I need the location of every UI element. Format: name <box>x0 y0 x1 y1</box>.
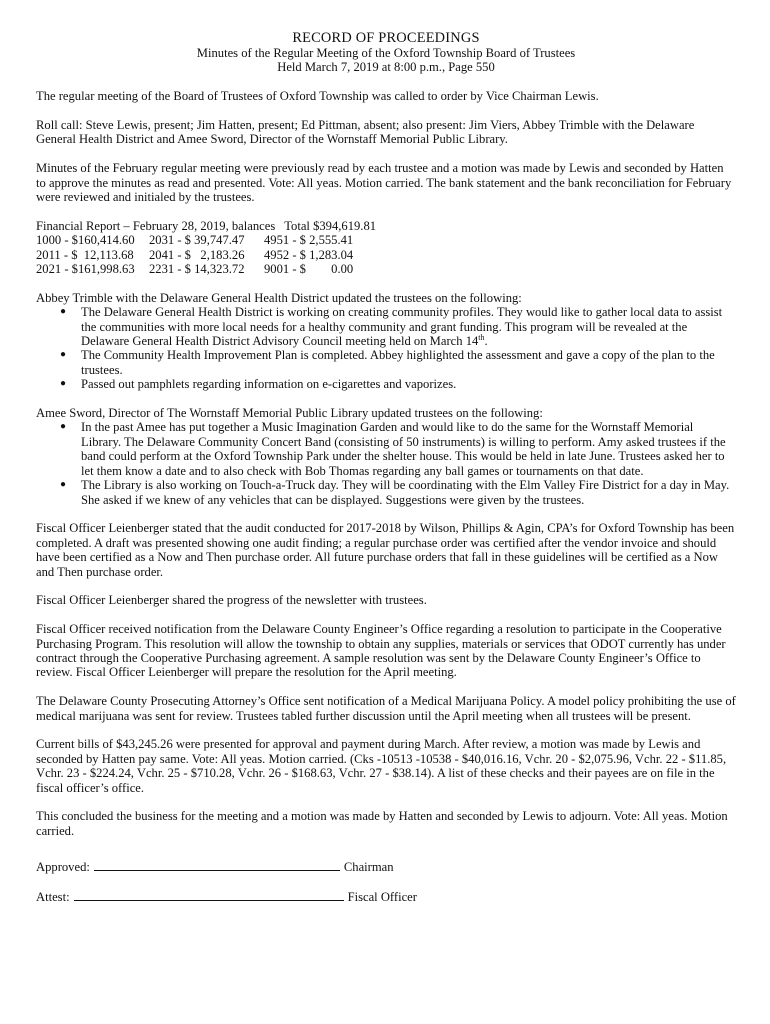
document-page <box>36 30 736 919</box>
bullet-icon: ● <box>60 479 67 491</box>
roll-call-paragraph: Roll call: Steve Lewis, present; Jim Hatten, present; Ed Pittman, absent; also present: Jim Viers, Abbey Trimble with the Delaware General Health District and Amee Sword, Director of the Wornstaff Memorial Public Library. <box>36 118 695 147</box>
health-district-intro: Abbey Trimble with the Delaware General Health District updated the trustees on the following: <box>36 290 522 305</box>
list-item-text: The Delaware General Health District is working on creating community profiles. They would like to gather local data to assist the communities with more local needs for a healthy community and grant funding. This program will be revealed at the Delaware General Health District Advisory Council meeting held on March 14 <box>81 305 723 349</box>
document-meeting-date: Held March 7, 2019 at 8:00 p.m., Page 550 <box>277 60 495 75</box>
document-title: RECORD OF PROCEEDINGS <box>292 30 480 46</box>
current-bills-paragraph: Current bills of $43,245.26 were presented for approval and payment during March. After review, a motion was made by Lewis and seconded by Hatten pay same. Vote: All yeas. Motion carried. (Cks -10513 -10538 - $40,016.16, Vchr. 20 - $2,075.96, Vchr. 22 - $11.85, Vchr. 23 - $224.24, Vchr. 25 - $710.28, Vchr. 26 - $168.63, Vchr. 27 - $38.14). A list of these checks and their payees are on file in the fiscal officer’s office. <box>36 737 727 795</box>
financial-row <box>36 262 736 276</box>
financial-total: Total $394,619.81 <box>284 218 377 233</box>
list-item-text: Passed out pamphlets regarding information on e-cigarettes and vaporizes. <box>81 377 457 392</box>
approved-label: Approved: <box>36 860 90 875</box>
attest-label: Attest: <box>36 889 70 904</box>
attest-signature-line <box>74 890 344 901</box>
newsletter-paragraph: Fiscal Officer Leienberger shared the progress of the newsletter with trustees. <box>36 593 427 608</box>
bullet-icon: ● <box>60 378 67 390</box>
attest-signature-row <box>36 890 736 904</box>
library-list <box>36 420 736 506</box>
document-subtitle: Minutes of the Regular Meeting of the Oxford Township Board of Trustees <box>196 46 576 60</box>
financial-heading-row <box>36 219 736 233</box>
approved-signature-row <box>36 860 736 874</box>
cooperative-purchasing-paragraph: Fiscal Officer received notification from the Delaware County Engineer’s Office regarding a resolution to participate in the Cooperative Purchasing Program. This resolution will allow the township to obtain any supplies, materials or services that ODOT currently has under contract through the Cooperative Purchasing agreement. A sample resolution was sent by the Delaware County Engineer’s Office to review. Fiscal Officer Leienberger will prepare the resolution for the April meeting. <box>36 622 726 680</box>
fund-balance: 2011 - $ 12,113.68 <box>36 247 134 262</box>
ordinal-suffix: th <box>478 332 485 342</box>
list-item <box>60 478 736 507</box>
list-item-text: The Library is also working on Touch-a-Truck day. They will be coordinating with the Elm Valley Fire District for a day in May. She asked if we knew of any vehicles that can be displayed. Suggestions were given by the trustees. <box>81 478 730 507</box>
call-to-order-paragraph: The regular meeting of the Board of Trustees of Oxford Township was called to order by Vice Chairman Lewis. <box>36 89 599 104</box>
list-item <box>60 377 736 392</box>
fund-balance: 4952 - $ 1,283.04 <box>264 247 354 262</box>
list-item <box>60 305 736 349</box>
minutes-paragraph: Minutes of the February regular meeting were previously read by each trustee and a motion was made by Lewis and seconded by Hatten to approve the minutes as read and presented. Vote: All yeas. Motion carried. The bank statement and the bank reconciliation for February were reviewed and initialed by the trustees. <box>36 161 732 205</box>
fund-balance: 4951 - $ 2,555.41 <box>264 233 354 248</box>
adjourn-paragraph: This concluded the business for the meeting and a motion was made by Hatten and seconded by Lewis to adjourn. Vote: All yeas. Motion carried. <box>36 809 728 838</box>
financial-report <box>36 219 736 277</box>
approved-signature-line <box>94 860 340 871</box>
fund-balance: 2031 - $ 39,747.47 <box>149 233 245 248</box>
list-item-text: The Community Health Improvement Plan is completed. Abbey highlighted the assessment and gave a copy of the plan to the trustees. <box>81 348 715 377</box>
fund-balance: 2041 - $ 2,183.26 <box>149 247 245 262</box>
health-district-list <box>36 305 736 391</box>
bullet-icon: ● <box>60 349 67 361</box>
attest-role: Fiscal Officer <box>347 889 417 904</box>
list-item <box>60 348 736 377</box>
list-item <box>60 420 736 478</box>
library-intro: Amee Sword, Director of The Wornstaff Memorial Public Library updated trustees on the following: <box>36 406 543 421</box>
list-item-text: In the past Amee has put together a Music Imagination Garden and would like to do the same for the Wornstaff Memorial Library. The Delaware Community Concert Band (consisting of 50 instruments) is willing to perform. Amy asked trustees if the band could perform at the Oxford Township Park under the shelter house. This would be held in late June. Trustees asked her to let them know a date and to also check with Bob Thomas regarding any ball games or tournaments on that date. <box>81 420 726 478</box>
fund-balance: 1000 - $160,414.60 <box>36 233 135 248</box>
bullet-icon: ● <box>60 421 67 433</box>
fund-balance: 9001 - $ 0.00 <box>264 262 354 277</box>
fund-balance: 2021 - $161,998.63 <box>36 262 135 277</box>
audit-paragraph: Fiscal Officer Leienberger stated that the audit conducted for 2017-2018 by Wilson, Phillips & Agin, CPA’s for Oxford Township has been completed. A draft was presented showing one audit finding; a regular purchase order was certified after the vendor invoice and should have been certified as a Now and Then purchase order. All future purchase orders that fall in these guidelines will be certified as a Now and Then purchase order. <box>36 521 735 579</box>
financial-row <box>36 248 736 262</box>
marijuana-policy-paragraph: The Delaware County Prosecuting Attorney’s Office sent notification of a Medical Marijuana Policy. A model policy prohibiting the use of medical marijuana was sent for review. Trustees tabled further discussion until the April meeting when all trustees will be present. <box>36 694 736 723</box>
financial-heading: Financial Report – February 28, 2019, balances <box>36 218 276 233</box>
financial-row <box>36 233 736 247</box>
signature-block <box>36 860 736 904</box>
bullet-icon: ● <box>60 306 67 318</box>
list-item-end: . <box>484 334 488 349</box>
approved-role: Chairman <box>343 860 394 875</box>
fund-balance: 2231 - $ 14,323.72 <box>149 262 245 277</box>
